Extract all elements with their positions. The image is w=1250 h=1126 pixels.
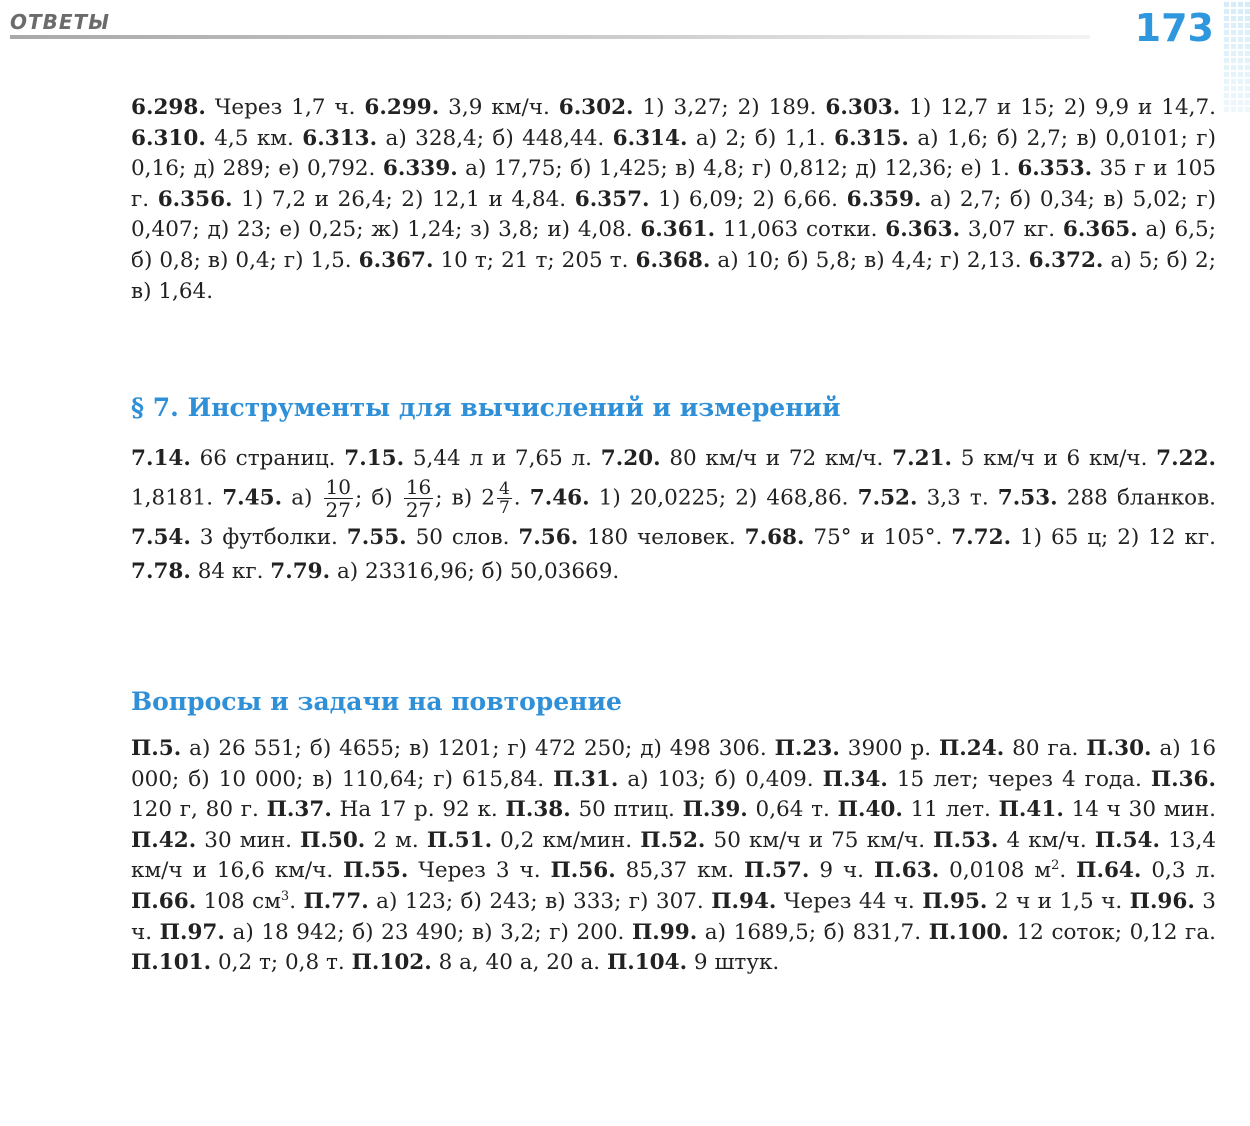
item-number: П.54. [1094, 827, 1161, 853]
item-text: 0,3 л. [1141, 858, 1216, 884]
item-text: 1) 20,0225; 2) 468,86. [589, 485, 858, 511]
item-text: 9 штук. [687, 950, 780, 976]
item-text: а) 23316,96; б) 50,03669. [330, 559, 620, 584]
item-number: П.96. [1129, 888, 1195, 914]
item-text: 1) 65 ц; 2) 12 кг. [1011, 525, 1216, 550]
item-number: 6.315. [834, 125, 909, 151]
item-number: 6.299. [364, 95, 440, 120]
item-number: 7.55. [346, 525, 407, 550]
item-number: П.34. [822, 766, 888, 792]
item-number: П.52. [640, 827, 706, 853]
answers-section-7 [131, 442, 1216, 589]
item-text: а) 328,4; б) 448,44. [377, 125, 613, 151]
item-text: 15 лет; через 4 года. [887, 766, 1151, 792]
item-number: 6.298. [131, 95, 206, 120]
item-text: 5,44 л и 7,65 л. [404, 446, 601, 471]
item-text: Через 3 ч. [408, 858, 551, 884]
item-text: 120 г, 80 г. [131, 797, 267, 823]
item-text: На 17 р. 92 к. [331, 797, 506, 823]
review-heading: Вопросы и задачи на повторение [131, 687, 622, 716]
item-number: 6.302. [558, 95, 634, 120]
item-number: П.101. [131, 950, 212, 976]
fraction-numerator: 4 [498, 479, 510, 499]
item-text: а) [282, 485, 322, 511]
item-text: . [1059, 858, 1077, 884]
item-text: 2 ч и 1,5 ч. [987, 888, 1130, 914]
item-number: П.41. [998, 797, 1064, 823]
item-number: П.23. [774, 736, 840, 761]
item-text: а) 123; б) 243; в) 333; г) 307. [368, 888, 712, 914]
fraction-numerator: 16 [405, 475, 432, 499]
item-number: П.40. [837, 797, 903, 823]
item-number: 7.14. [131, 446, 191, 471]
item-text: 5 км/ч и 6 км/ч. [952, 446, 1157, 471]
answers-section-6 [131, 93, 1216, 307]
item-text: а) 2; б) 1,1. [687, 125, 835, 151]
item-number: П.102. [351, 950, 432, 976]
section-label: ОТВЕТЫ [10, 10, 110, 34]
item-number: 6.363. [885, 217, 961, 243]
mixed-whole: 2 [481, 485, 495, 511]
item-number: П.42. [131, 827, 197, 853]
item-text: 66 страниц. [190, 446, 345, 471]
item-text: а) 18 942; б) 23 490; в) 3,2; г) 200. [224, 919, 632, 945]
item-number: 6.357. [574, 186, 650, 212]
item-text: 1) 7,2 и 26,4; 2) 12,1 и 4,84. [232, 186, 575, 212]
item-number: П.95. [922, 888, 988, 914]
fraction-denominator: 7 [498, 498, 510, 518]
item-number: 6.303. [825, 95, 901, 120]
item-number: 7.22. [1156, 446, 1217, 471]
item-number: П.39. [682, 797, 748, 823]
item-number: 7.46. [529, 485, 590, 511]
item-text: 180 человек. [578, 525, 745, 550]
header-rule [10, 35, 1090, 39]
item-text: а) 5; б) 2; в) 1,64. [131, 247, 1216, 304]
item-text: 14 ч 30 мин. [1063, 797, 1216, 823]
item-number: 6.368. [635, 247, 711, 273]
item-text: 50 птиц. [570, 797, 683, 823]
item-number: 6.359. [846, 186, 922, 212]
answers-review [131, 734, 1216, 979]
mixed-number-2-4-7 [481, 480, 514, 517]
item-text: 50 км/ч и 75 км/ч. [705, 827, 934, 853]
item-text: . [289, 888, 304, 914]
item-text: 85,37 км. [615, 858, 745, 884]
item-text: 0,64 т. [747, 797, 838, 823]
item-number: 6.314. [612, 125, 688, 151]
item-text: 1,8181. [131, 485, 223, 511]
item-number: 7.68. [744, 525, 805, 550]
item-number: П.104. [606, 950, 688, 976]
item-number: П.56. [550, 858, 616, 884]
item-number: П.97. [159, 919, 225, 945]
item-number: П.64. [1076, 858, 1142, 884]
fraction-16-27 [404, 476, 433, 521]
item-number: 6.365. [1062, 217, 1138, 243]
item-text: 3900 р. [839, 736, 939, 761]
item-text: а) 1,6; б) 2,7; в) 0,0101; г) 0,16; д) 289; е) 0,792. [131, 125, 1216, 182]
item-text: 13,4 км/ч и 16,6 км/ч. [131, 827, 1216, 884]
item-number: 7.56. [518, 525, 579, 550]
item-number: П.63. [873, 858, 940, 884]
item-number: 7.53. [997, 485, 1058, 511]
item-text: 3,3 т. [917, 485, 998, 511]
item-number: 6.356. [157, 186, 233, 212]
mixed-fraction [497, 480, 512, 517]
item-text: 108 см [196, 888, 281, 914]
item-text: 12 соток; 0,12 га. [1008, 919, 1216, 945]
item-text: 80 км/ч и 72 км/ч. [660, 446, 893, 471]
fraction-numerator: 10 [325, 475, 351, 499]
item-text: 4,5 км. [205, 125, 303, 151]
corner-decoration [1222, 0, 1250, 112]
item-text: а) 103; б) 0,409. [618, 766, 823, 792]
item-text: 288 бланков. [1057, 485, 1217, 511]
item-text: 1) 3,27; 2) 189. [633, 95, 826, 120]
item-text: 8 а, 40 а, 20 а. [431, 950, 607, 976]
item-text: а) 17,75; б) 1,425; в) 4,8; г) 0,812; д) 12,36; е) 1. [457, 156, 1018, 182]
item-number: 6.361. [640, 217, 716, 243]
item-text: 2 м. [365, 827, 427, 853]
item-number: 7.52. [857, 485, 918, 511]
item-number: П.55. [343, 858, 409, 884]
item-text: 3 ч. [131, 888, 1216, 945]
item-number: 6.310. [131, 125, 206, 151]
item-number: 7.15. [344, 446, 405, 471]
item-text: 30 мин. [196, 827, 301, 853]
item-text: Через 44 ч. [776, 888, 923, 914]
item-number: П.51. [426, 827, 493, 853]
item-number: П.5. [131, 736, 182, 761]
item-number: П.77. [303, 888, 369, 914]
item-number: 7.78. [131, 559, 191, 584]
item-number: П.100. [928, 919, 1009, 945]
item-number: 7.21. [892, 446, 952, 471]
item-number: П.66. [131, 888, 197, 914]
item-text: 0,2 т; 0,8 т. [211, 950, 352, 976]
item-number: П.99. [631, 919, 698, 945]
item-text: 75° и 105°. [804, 525, 952, 550]
item-text: а) 1689,5; б) 831,7. [697, 919, 929, 945]
item-number: 7.72. [951, 525, 1012, 550]
item-number: 6.339. [382, 156, 458, 182]
item-text: 84 кг. [190, 559, 271, 584]
superscript: 2 [1051, 858, 1060, 874]
item-number: 6.313. [302, 125, 378, 151]
item-number: П.30. [1086, 736, 1152, 761]
item-number: 7.45. [222, 485, 283, 511]
item-text: ; в) [435, 485, 482, 511]
item-number: П.24. [939, 736, 1005, 761]
item-text: 4 км/ч. [998, 827, 1095, 853]
item-number: 6.367. [358, 247, 434, 273]
item-text: а) 10; б) 5,8; в) 4,4; г) 2,13. [710, 247, 1029, 273]
fraction-10-27 [324, 476, 353, 521]
item-text: а) 26 551; б) 4655; в) 1201; г) 472 250; д) 498 306. [181, 736, 775, 761]
item-text: 11,063 сотки. [715, 217, 886, 243]
fraction-denominator: 27 [325, 498, 351, 522]
item-text: 35 г и 105 г. [131, 156, 1217, 212]
item-text: ; б) [354, 485, 402, 511]
fraction-denominator: 27 [405, 498, 432, 522]
item-number: 7.79. [270, 559, 331, 584]
item-number: П.94. [711, 888, 777, 914]
item-number: П.31. [553, 766, 619, 792]
section-7-heading: § 7. Инструменты для вычислений и измерений [131, 393, 841, 422]
item-text: а) 16 000; б) 10 000; в) 110,64; г) 615,84. [131, 736, 1216, 792]
item-text: 0,2 км/мин. [492, 827, 641, 853]
item-number: 6.372. [1028, 247, 1104, 273]
item-text: 1) 6,09; 2) 6,66. [649, 186, 847, 212]
item-text: 10 т; 21 т; 205 т. [433, 247, 636, 273]
item-text: а) 2,7; б) 0,34; в) 5,02; г) 0,407; д) 23; е) 0,25; ж) 1,24; з) 3,8; и) 4,08. [131, 186, 1217, 243]
superscript: 3 [280, 888, 290, 904]
item-number: П.50. [300, 827, 366, 853]
item-text: 50 слов. [406, 525, 519, 550]
item-text: 9 ч. [809, 858, 874, 884]
item-text: 80 га. [1004, 736, 1087, 761]
page-number: 173 [1134, 6, 1214, 50]
item-number: П.38. [505, 797, 571, 823]
item-text: Через 1,7 ч. [205, 95, 365, 120]
item-number: П.37. [266, 797, 332, 823]
item-text: 3,9 км/ч. [439, 95, 559, 120]
item-text: . [513, 485, 530, 511]
item-text: 3,07 кг. [960, 217, 1063, 243]
item-number: 7.20. [600, 446, 661, 471]
item-number: 7.54. [131, 525, 191, 550]
item-number: П.36. [1150, 766, 1217, 792]
item-text: 0,0108 м [939, 858, 1052, 884]
item-text: 3 футболки. [190, 525, 347, 550]
item-number: П.53. [933, 827, 999, 853]
item-text: 1) 12,7 и 15; 2) 9,9 и 14,7. [900, 95, 1216, 120]
item-text: 11 лет. [902, 797, 999, 823]
item-number: П.57. [744, 858, 810, 884]
item-text: а) 6,5; б) 0,8; в) 0,4; г) 1,5. [131, 217, 1216, 273]
item-number: 6.353. [1017, 156, 1093, 182]
